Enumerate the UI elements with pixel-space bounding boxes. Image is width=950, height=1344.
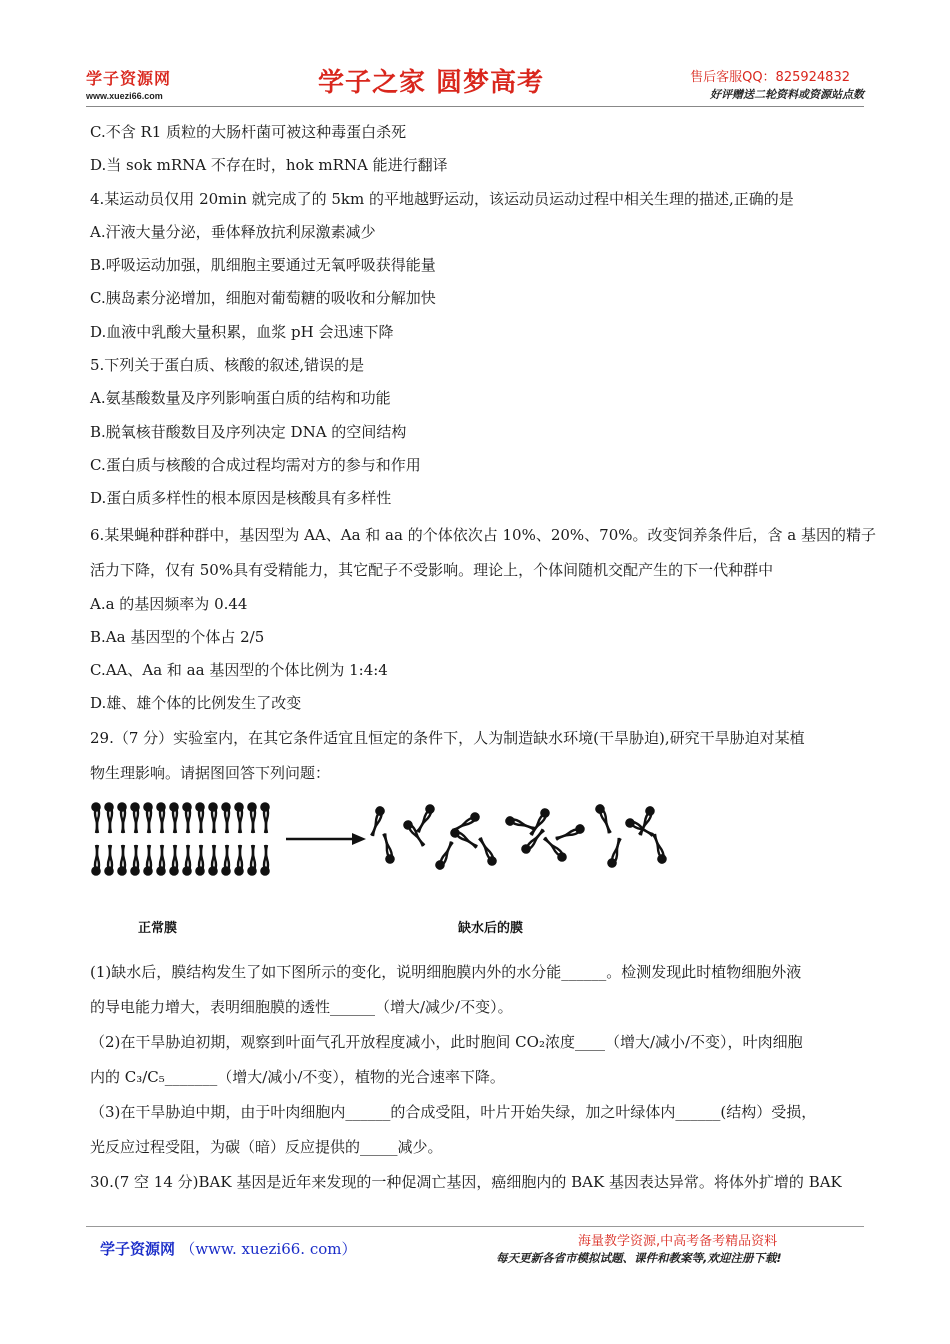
lipid-molecule xyxy=(451,812,480,833)
sub-question-2-line2: 内的 C₃/C₅_______（增大/减小/不变），植物的光合速率下降。 xyxy=(90,1067,505,1086)
option-line: A.a 的基因频率为 0.44 xyxy=(90,594,248,613)
question-6-line1: 6.某果蝇种群种群中，基因型为 AA、Aa 和 aa 的个体依次占 10%、20%、70%。改变饲养条件后，含 a 基因的精子 xyxy=(90,525,876,544)
lipid-molecule xyxy=(105,803,112,833)
option-line: C.胰岛素分泌增加，细胞对葡萄糖的吸收和分解加快 xyxy=(90,289,436,308)
question-29-line1: 29.（7 分）实验室内，在其它条件适宜且恒定的条件下，人为制造缺水环境(干旱胁迫),研究干旱胁迫对某植 xyxy=(90,728,805,747)
lipid-molecule xyxy=(476,836,497,865)
lipid-molecule xyxy=(248,845,255,875)
option-line: A.汗液大量分泌，垂体释放抗利尿激素减少 xyxy=(90,222,376,241)
lipid-molecule xyxy=(368,806,385,836)
footer-site-url: （www. xuezi66. com） xyxy=(180,1240,357,1258)
lipid-tail xyxy=(409,823,426,845)
lipid-molecule xyxy=(209,845,216,875)
option-line: C.蛋白质与核酸的合成过程均需对方的参与和作用 xyxy=(90,455,421,474)
dehydrated-membrane xyxy=(368,804,667,870)
option-line: B.脱氧核苷酸数目及序列决定 DNA 的空间结构 xyxy=(90,422,407,441)
header-slogan: 学子之家 圆梦高考 xyxy=(318,68,545,98)
page-footer xyxy=(0,1224,950,1284)
footer-site-link[interactable] xyxy=(100,1238,357,1259)
lipid-molecule xyxy=(261,803,268,833)
lipid-molecule xyxy=(92,803,99,833)
lipid-molecule xyxy=(235,845,242,875)
logo-url: www.xuezi66.com xyxy=(86,91,163,101)
lipid-molecule xyxy=(157,845,164,875)
lipid-tail xyxy=(416,808,431,832)
lipid-tail xyxy=(454,832,476,849)
lipid-molecule xyxy=(209,803,216,833)
normal-membrane xyxy=(92,803,268,874)
footer-note: 每天更新各省市模拟试题、课件和教案等,欢迎注册下载! xyxy=(496,1251,782,1265)
lipid-tail xyxy=(544,836,564,856)
label-dry-membrane: 缺水后的膜 xyxy=(458,920,524,936)
option-line: D.血液中乳酸大量积累，血浆 pH 会迅速下降 xyxy=(90,322,394,341)
lipid-tail xyxy=(531,813,548,835)
lipid-tail xyxy=(453,818,477,833)
lipid-molecule xyxy=(118,803,125,833)
lipid-molecule xyxy=(261,845,268,875)
lipid-molecule xyxy=(105,845,112,875)
lipid-molecule xyxy=(196,803,203,833)
lipid-molecule xyxy=(118,845,125,875)
option-line: C.不含 R1 质粒的大肠杆菌可被这种毒蛋白杀死 xyxy=(90,123,407,141)
lipid-molecule xyxy=(235,803,242,833)
lipid-molecule xyxy=(414,804,435,833)
sub-question-3-line2: 光反应过程受阻，为碳（暗）反应提供的_____减少。 xyxy=(90,1137,443,1156)
lipid-molecule xyxy=(222,803,229,833)
option-line: C.AA、Aa 和 aa 基因型的个体比例为 1:4:4 xyxy=(90,661,388,680)
lipid-molecule xyxy=(608,837,623,867)
footer-divider xyxy=(86,1226,864,1227)
lipid-molecule xyxy=(541,836,567,862)
lipid-molecule xyxy=(170,803,177,833)
lipid-molecule xyxy=(157,803,164,833)
service-note: 好评赠送二轮资料或资源站点数 xyxy=(710,88,864,101)
lipid-molecule xyxy=(505,816,535,833)
lipid-tail xyxy=(478,838,493,862)
sub-question-3-line1: （3)在干旱胁迫中期，由于叶肉细胞内______的合成受阻，叶片开始失绿，加之叶绿体内______(结构）受损， xyxy=(90,1102,817,1121)
lipid-molecule xyxy=(625,818,654,839)
lipid-molecule xyxy=(435,840,454,870)
option-line: B.呼吸运动加强，肌细胞主要通过无氧呼吸获得能量 xyxy=(90,256,436,275)
option-line: D.雄、雄个体的比例发生了改变 xyxy=(90,694,302,713)
lipid-molecule xyxy=(144,803,151,833)
label-normal-membrane: 正常膜 xyxy=(138,920,178,936)
option-line: D.当 sok mRNA 不存在时，hok mRNA 能进行翻译 xyxy=(90,156,448,175)
lipid-molecule xyxy=(131,845,138,875)
lipid-molecule xyxy=(183,845,190,875)
sub-question-1-line2: 的导电能力增大，表明细胞膜的透性______（增大/减少/不变）。 xyxy=(90,997,513,1016)
header-divider xyxy=(86,106,864,107)
site-logo[interactable] xyxy=(86,66,216,101)
document-body xyxy=(90,116,880,1200)
lipid-molecule xyxy=(144,845,151,875)
lipid-tail xyxy=(543,838,563,858)
footer-tagline: 海量教学资源,中高考备考精品资料 xyxy=(578,1234,778,1249)
question-4: 4.某运动员仅用 20min 就完成了的 5km 的平地越野运动，该运动员运动过程中相关生理的描述,正确的是 xyxy=(90,189,794,208)
question-5: 5.下列关于蛋白质、核酸的叙述,错误的是 xyxy=(90,356,365,375)
lipid-molecule xyxy=(554,824,584,841)
lipid-molecule xyxy=(131,803,138,833)
page-header xyxy=(0,0,950,110)
lipid-tail xyxy=(527,829,545,850)
lipid-molecule xyxy=(222,845,229,875)
lipid-molecule xyxy=(248,803,255,833)
option-line: B.Aa 基因型的个体占 2/5 xyxy=(90,627,265,646)
footer-site-name: 学子资源网 xyxy=(100,1240,176,1258)
membrane-diagram xyxy=(90,799,710,909)
sub-question-1-line1: (1)缺水后，膜结构发生了如下图所示的变化，说明细胞膜内外的水分能______。检测发现此时植物细胞外液 xyxy=(90,962,802,981)
service-qq: 售后客服QQ：825924832 xyxy=(690,70,850,85)
logo-text: 学子资源网 xyxy=(86,69,172,88)
sub-question-2-line1: （2)在干旱胁迫初期，观察到叶面气孔开放程度减小，此时胞间 CO₂浓度____（增大/减小/不变），叶肉细胞 xyxy=(90,1032,803,1051)
option-line: A.氨基酸数量及序列影响蛋白质的结构和功能 xyxy=(90,389,391,408)
lipid-molecule xyxy=(380,833,395,863)
lipid-molecule xyxy=(92,845,99,875)
question-30: 30.(7 空 14 分)BAK 基因是近年来发现的一种促凋亡基因，癌细胞内的 BAK 基因表达异常。将体外扩增的 BAK xyxy=(90,1172,842,1191)
question-29-line2: 物生理影响。请据图回答下列问题： xyxy=(90,763,331,782)
lipid-molecule xyxy=(527,808,550,836)
option-line: D.蛋白质多样性的根本原因是核酸具有多样性 xyxy=(90,489,392,508)
arrow xyxy=(286,833,366,845)
lipid-molecule xyxy=(650,833,667,863)
lipid-molecule xyxy=(595,804,612,834)
question-6-line2: 活力下降，仅有 50%具有受精能力，其它配子不受影响。理论上，个体间随机交配产生的下一代种群中 xyxy=(90,560,774,579)
membrane-figure xyxy=(90,799,710,949)
lipid-molecule xyxy=(183,803,190,833)
lipid-tail xyxy=(456,830,478,847)
lipid-molecule xyxy=(170,845,177,875)
lipid-molecule xyxy=(196,845,203,875)
